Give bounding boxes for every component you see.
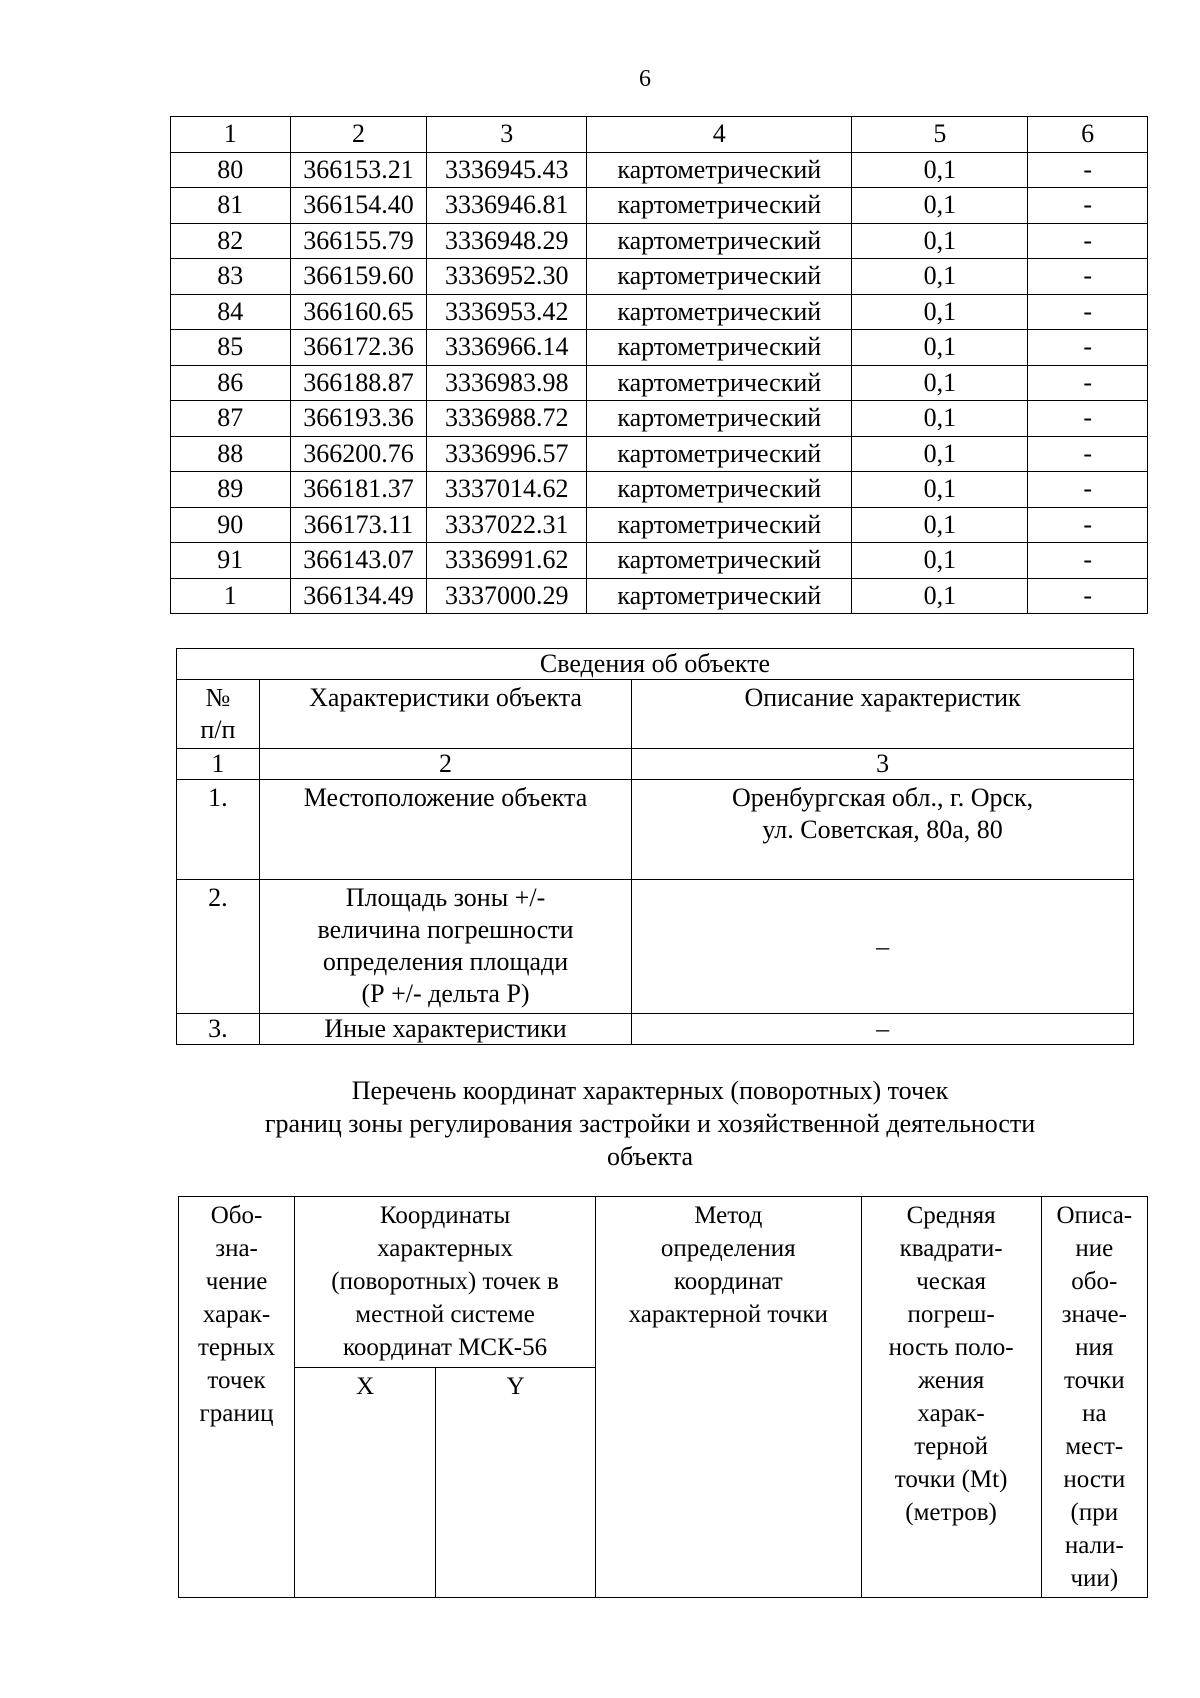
error-value: 0,1 <box>852 401 1028 437</box>
method-header: Метод определения координат характерной точки <box>595 1197 861 1598</box>
point-number: 85 <box>171 330 291 366</box>
index-cell: 1 <box>177 749 260 780</box>
method: картометрический <box>587 152 852 188</box>
note: - <box>1028 152 1148 188</box>
y-coordinate: 3336996.57 <box>427 436 587 472</box>
method: картометрический <box>587 294 852 330</box>
point-number: 80 <box>171 152 291 188</box>
error-value: 0,1 <box>852 578 1028 614</box>
coords-header-cell: 4 <box>587 117 852 153</box>
x-coordinate: 366188.87 <box>290 365 427 401</box>
note: - <box>1028 259 1148 295</box>
coords-header-cell: 3 <box>427 117 587 153</box>
row-num: 2. <box>177 880 260 1014</box>
mt-header: Средняя квадрати- ческая погреш- ность поло- жения харак- терной точки (Mt) (метров) <box>861 1197 1041 1598</box>
note: - <box>1028 472 1148 508</box>
y-coordinate: 3336945.43 <box>427 152 587 188</box>
col-desc-header: Описание характеристик <box>632 680 1134 749</box>
table-row <box>171 436 1148 472</box>
row-char: Местоположение объекта <box>259 780 631 880</box>
x-coordinate: 366193.36 <box>290 401 427 437</box>
designation-header: Обо- зна- чение харак- терных точек границ <box>179 1197 295 1598</box>
coordinates-list-title: Перечень координат характерных (поворотных) точек границ зоны регулирования застройки и хозяйственной деятельности объекта <box>264 1076 1036 1171</box>
error-value: 0,1 <box>852 223 1028 259</box>
error-value: 0,1 <box>852 543 1028 579</box>
error-value: 0,1 <box>852 436 1028 472</box>
x-coordinate: 366172.36 <box>290 330 427 366</box>
table-row <box>171 472 1148 508</box>
y-coordinate: 3336983.98 <box>427 365 587 401</box>
note: - <box>1028 543 1148 579</box>
note: - <box>1028 223 1148 259</box>
method: картометрический <box>587 188 852 224</box>
point-number: 81 <box>171 188 291 224</box>
note: - <box>1028 578 1148 614</box>
index-cell: 2 <box>259 749 631 780</box>
point-number: 89 <box>171 472 291 508</box>
coords-header-cell: 1 <box>171 117 291 153</box>
method: картометрический <box>587 543 852 579</box>
table-row <box>171 578 1148 614</box>
row-desc: – <box>632 1014 1134 1045</box>
object-info-caption: Сведения об объекте <box>177 649 1134 680</box>
x-coordinate: 366134.49 <box>290 578 427 614</box>
note: - <box>1028 294 1148 330</box>
point-number: 87 <box>171 401 291 437</box>
point-number: 91 <box>171 543 291 579</box>
method: картометрический <box>587 223 852 259</box>
x-coordinate: 366173.11 <box>290 507 427 543</box>
point-number: 88 <box>171 436 291 472</box>
y-coordinate: 3336966.14 <box>427 330 587 366</box>
y-coordinate: 3336988.72 <box>427 401 587 437</box>
y-coordinate: 3337014.62 <box>427 472 587 508</box>
point-number: 84 <box>171 294 291 330</box>
table-row <box>171 223 1148 259</box>
object-info-table <box>176 648 1134 1045</box>
method: картометрический <box>587 259 852 295</box>
table-row <box>171 294 1148 330</box>
x-coordinate: 366159.60 <box>290 259 427 295</box>
point-number: 83 <box>171 259 291 295</box>
method: картометрический <box>587 365 852 401</box>
note: - <box>1028 507 1148 543</box>
x-header: X <box>295 1368 436 1598</box>
note: - <box>1028 365 1148 401</box>
table-row <box>171 330 1148 366</box>
coords-header-cell: 2 <box>290 117 427 153</box>
table-row <box>171 365 1148 401</box>
error-value: 0,1 <box>852 188 1028 224</box>
note-header: Описа- ние обо- значе- ния точки на мест- ности (при нали- чии) <box>1041 1197 1147 1598</box>
index-cell: 3 <box>632 749 1134 780</box>
y-coordinate: 3336948.29 <box>427 223 587 259</box>
y-header: Y <box>436 1368 596 1598</box>
point-number: 82 <box>171 223 291 259</box>
point-number: 1 <box>171 578 291 614</box>
error-value: 0,1 <box>852 259 1028 295</box>
row-char: Иные характеристики <box>259 1014 631 1045</box>
table-row <box>171 188 1148 224</box>
error-value: 0,1 <box>852 472 1028 508</box>
note: - <box>1028 188 1148 224</box>
note: - <box>1028 401 1148 437</box>
page-number: 6 <box>639 66 651 92</box>
x-coordinate: 366153.21 <box>290 152 427 188</box>
note: - <box>1028 330 1148 366</box>
row-char: Площадь зоны +/- величина погрешности определения площади (Р +/- дельта Р) <box>259 880 631 1014</box>
method: картометрический <box>587 507 852 543</box>
coords-header-cell: 5 <box>852 117 1028 153</box>
error-value: 0,1 <box>852 152 1028 188</box>
col-num-header: № п/п <box>177 680 260 749</box>
y-coordinate: 3336952.30 <box>427 259 587 295</box>
coords-header-cell: 6 <box>1028 117 1148 153</box>
error-value: 0,1 <box>852 365 1028 401</box>
method: картометрический <box>587 578 852 614</box>
y-coordinate: 3336946.81 <box>427 188 587 224</box>
coordinates-table <box>170 116 1148 614</box>
x-coordinate: 366160.65 <box>290 294 427 330</box>
coords-header-row <box>171 117 1148 153</box>
point-number: 90 <box>171 507 291 543</box>
note: - <box>1028 436 1148 472</box>
row-desc: – <box>632 880 1134 1014</box>
coords-group-header: Координаты характерных (поворотных) точек в местной системе координат МСК-56 <box>295 1197 596 1368</box>
error-value: 0,1 <box>852 507 1028 543</box>
table-row <box>171 152 1148 188</box>
coordinates-list-header-table <box>178 1196 1148 1598</box>
table-row <box>171 543 1148 579</box>
y-coordinate: 3337000.29 <box>427 578 587 614</box>
row-desc: Оренбургская обл., г. Орск, ул. Советская, 80а, 80 <box>632 780 1134 880</box>
x-coordinate: 366143.07 <box>290 543 427 579</box>
point-number: 86 <box>171 365 291 401</box>
y-coordinate: 3336953.42 <box>427 294 587 330</box>
row-num: 3. <box>177 1014 260 1045</box>
x-coordinate: 366200.76 <box>290 436 427 472</box>
error-value: 0,1 <box>852 330 1028 366</box>
row-num: 1. <box>177 780 260 880</box>
y-coordinate: 3336991.62 <box>427 543 587 579</box>
method: картометрический <box>587 472 852 508</box>
method: картометрический <box>587 436 852 472</box>
table-row <box>171 401 1148 437</box>
method: картометрический <box>587 401 852 437</box>
col-char-header: Характеристики объекта <box>259 680 631 749</box>
error-value: 0,1 <box>852 294 1028 330</box>
x-coordinate: 366181.37 <box>290 472 427 508</box>
x-coordinate: 366154.40 <box>290 188 427 224</box>
y-coordinate: 3337022.31 <box>427 507 587 543</box>
method: картометрический <box>587 330 852 366</box>
table-row <box>171 259 1148 295</box>
x-coordinate: 366155.79 <box>290 223 427 259</box>
table-row <box>171 507 1148 543</box>
